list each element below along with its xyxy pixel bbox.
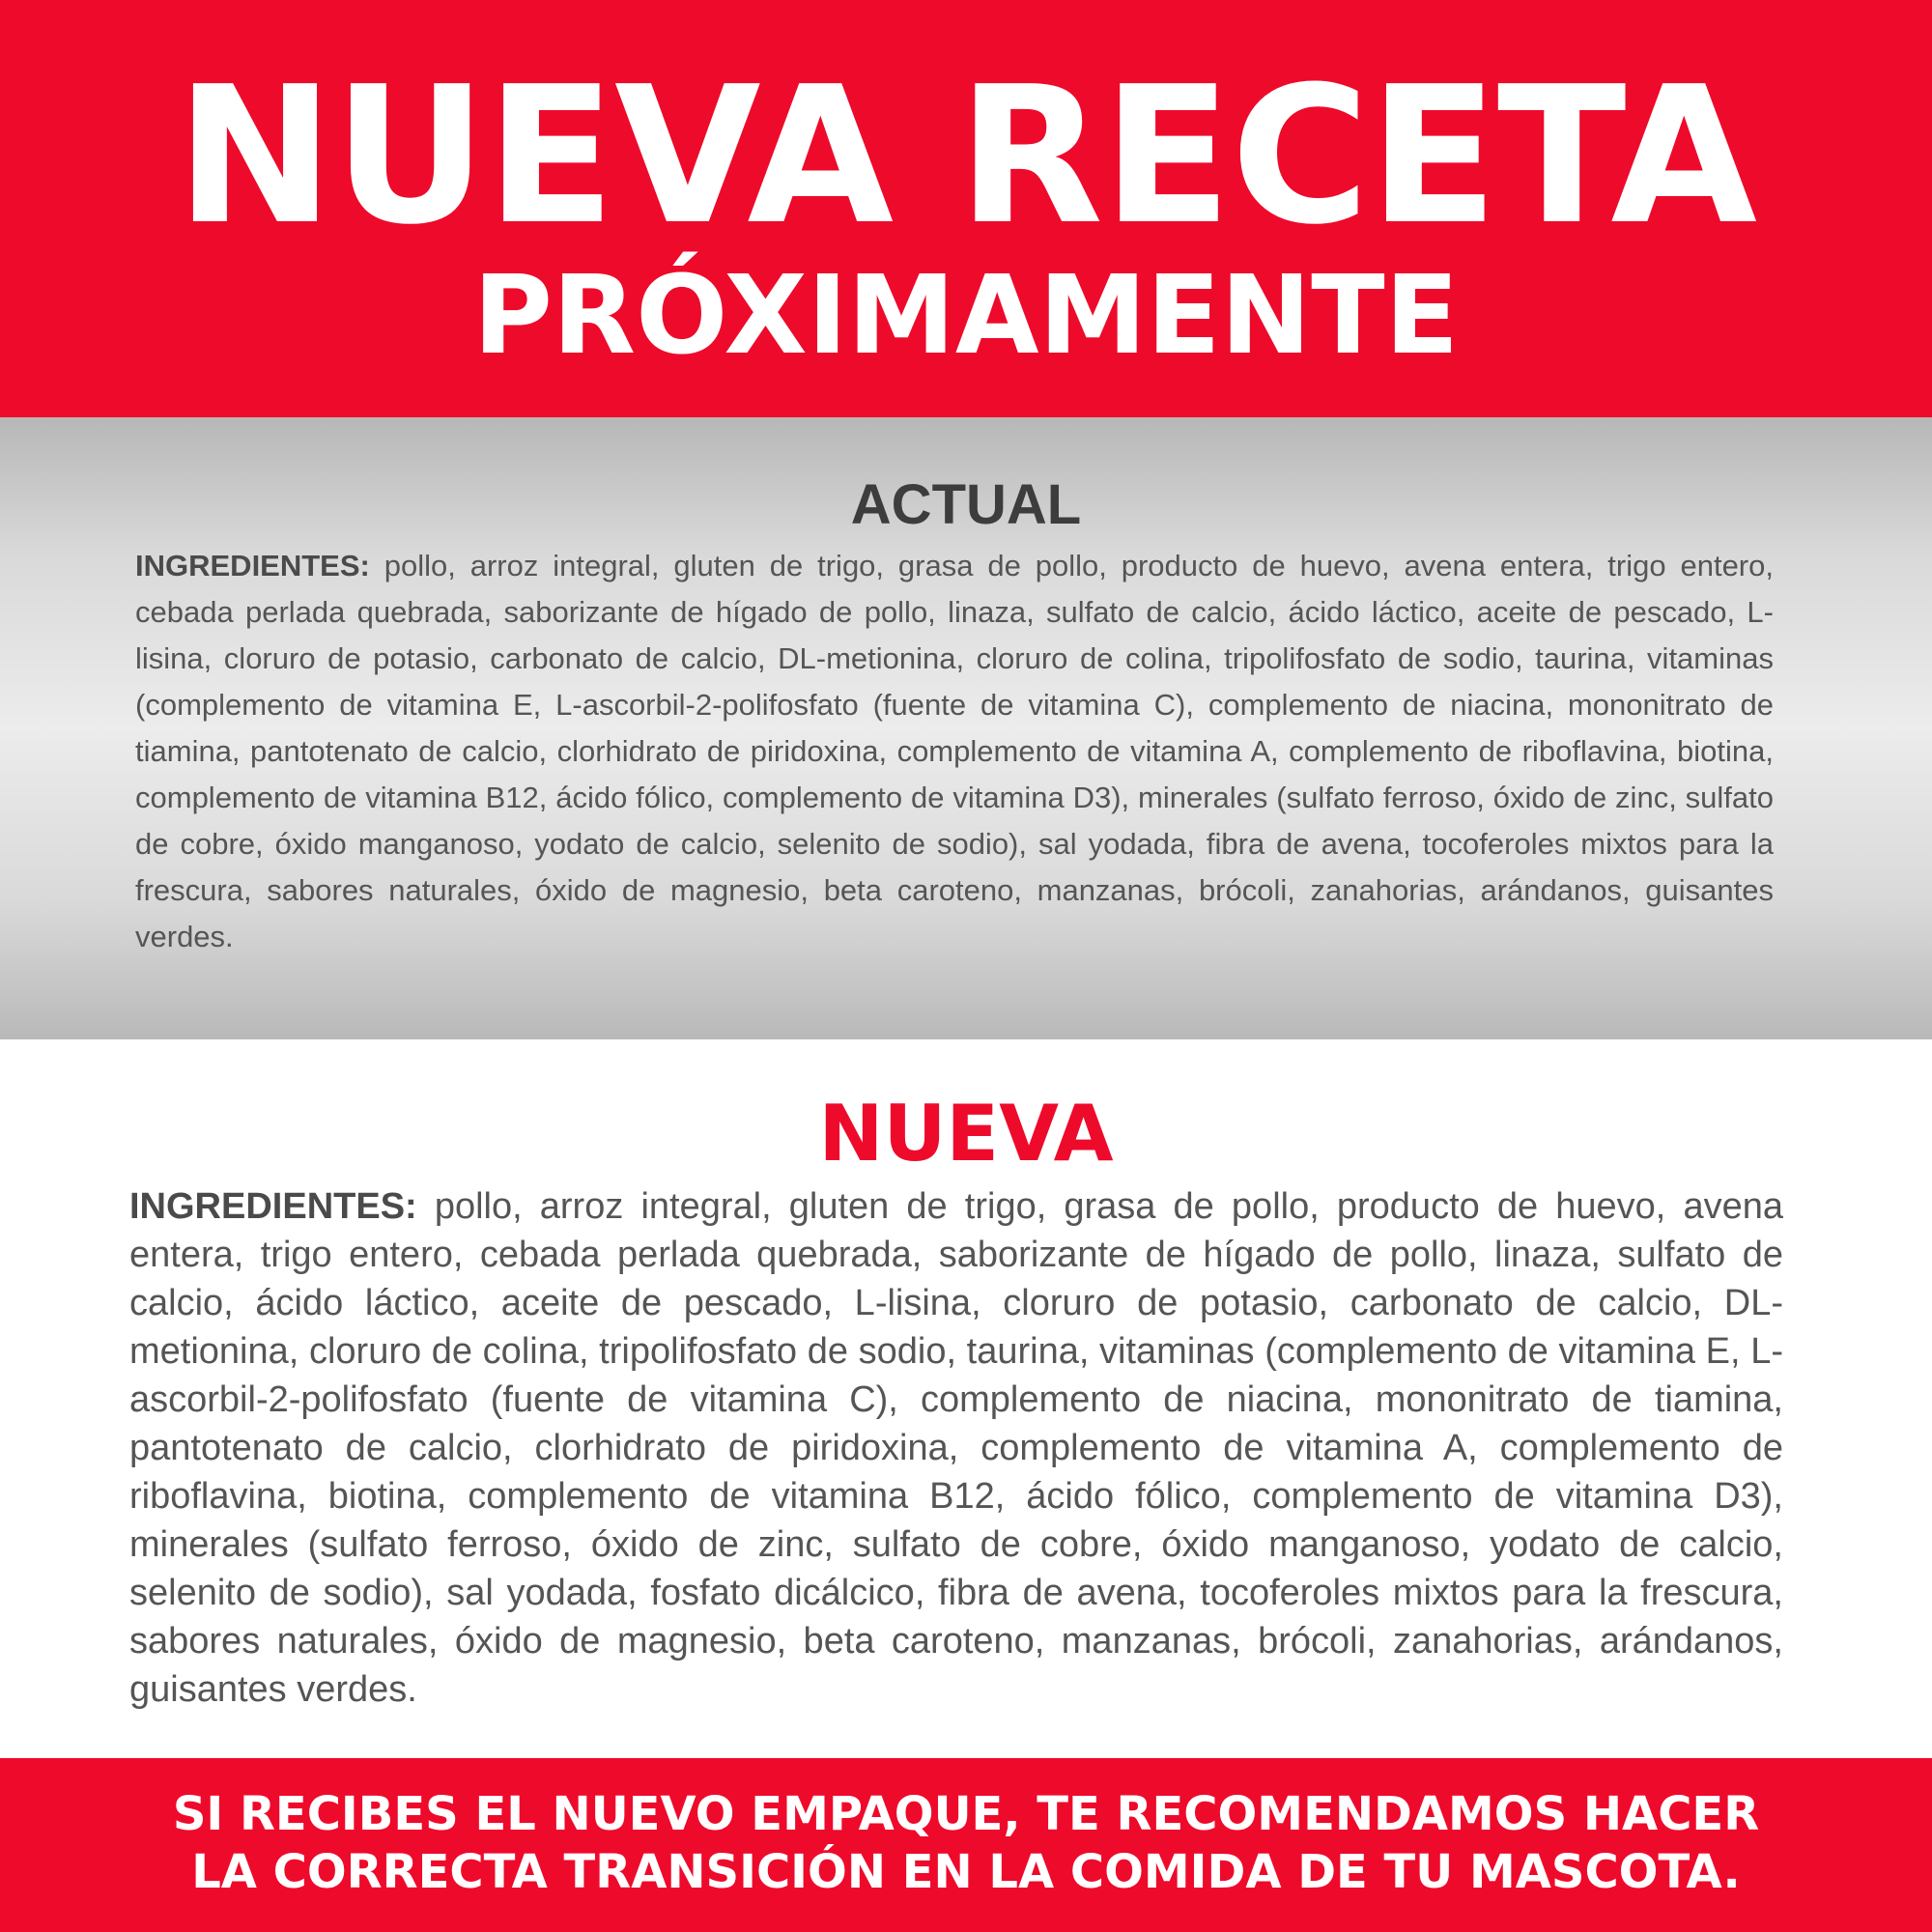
page-subtitle: PRÓXIMAMENTE <box>472 253 1460 379</box>
new-ingredients-text: pollo, arroz integral, gluten de trigo, grasa de pollo, producto de huevo, avena entera, trigo entero, cebada perlada quebrada, saborizante de hígado de pollo, linaza, sulfato de calcio, ácido láctico, aceite de pescado, L-lisina, cloruro de potasio, carbonato de calcio, DL-metionina, cloruro de colina, tripolifosfato de sodio, taurina, vitaminas (complemento de vitamina E, L-ascorbil-2-polifosfato (fuente de vitamina C), complemento de niacina, mononitrato de tiamina, pantotenato de calcio, clorhidrato de piridoxina, complemento de vitamina A, complemento de riboflavina, biotina, complemento de vitamina B12, ácido fólico, complemento de vitamina D3), minerales (sulfato ferroso, óxido de zinc, sulfato de cobre, óxido manganoso, yodato de calcio, selenito de sodio), sal yodada, fosfato dicálcico, fibra de avena, tocoferoles mixtos para la frescura, sabores naturales, óxido de magnesio, beta caroteno, manzanas, brócoli, zanahorias, arándanos, guisantes verdes. <box>129 1186 1783 1710</box>
current-ingredients-text: pollo, arroz integral, gluten de trigo, grasa de pollo, producto de huevo, avena entera, trigo entero, cebada perlada quebrada, saborizante de hígado de pollo, linaza, sulfato de calcio, ácido láctico, aceite de pescado, L-lisina, cloruro de potasio, carbonato de calcio, DL-metionina, cloruro de colina, tripolifosfato de sodio, taurina, vitaminas (complemento de vitamina E, L-ascorbil-2-polifosfato (fuente de vitamina C), complemento de niacina, mononitrato de tiamina, pantotenato de calcio, clorhidrato de piridoxina, complemento de vitamina A, complemento de riboflavina, biotina, complemento de vitamina B12, ácido fólico, complemento de vitamina D3), minerales (sulfato ferroso, óxido de zinc, sulfato de cobre, óxido manganoso, yodato de calcio, selenito de sodio), sal yodada, fibra de avena, tocoferoles mixtos para la frescura, sabores naturales, óxido de magnesio, beta caroteno, manzanas, brócoli, zanahorias, arándanos, guisantes verdes. <box>135 549 1774 953</box>
transition-notice-line-1: SI RECIBES EL NUEVO EMPAQUE, TE RECOMENDAMOS HACER <box>172 1787 1760 1841</box>
page-title: NUEVA RECETA <box>175 46 1757 267</box>
bottom-banner <box>0 1758 1932 1932</box>
transition-notice-line-2: LA CORRECTA TRANSICIÓN EN LA COMIDA DE TU MASCOTA. <box>191 1845 1741 1899</box>
top-banner <box>0 0 1932 417</box>
new-recipe-section <box>0 1039 1932 1758</box>
current-recipe-heading: ACTUAL <box>850 473 1082 536</box>
new-ingredients-paragraph <box>129 1182 1783 1714</box>
current-ingredients-paragraph <box>135 543 1774 960</box>
new-recipe-heading: NUEVA <box>818 1089 1114 1179</box>
new-ingredients-label: INGREDIENTES: <box>129 1186 417 1227</box>
current-ingredients-label: INGREDIENTES: <box>135 549 370 582</box>
current-recipe-section <box>0 417 1932 1039</box>
